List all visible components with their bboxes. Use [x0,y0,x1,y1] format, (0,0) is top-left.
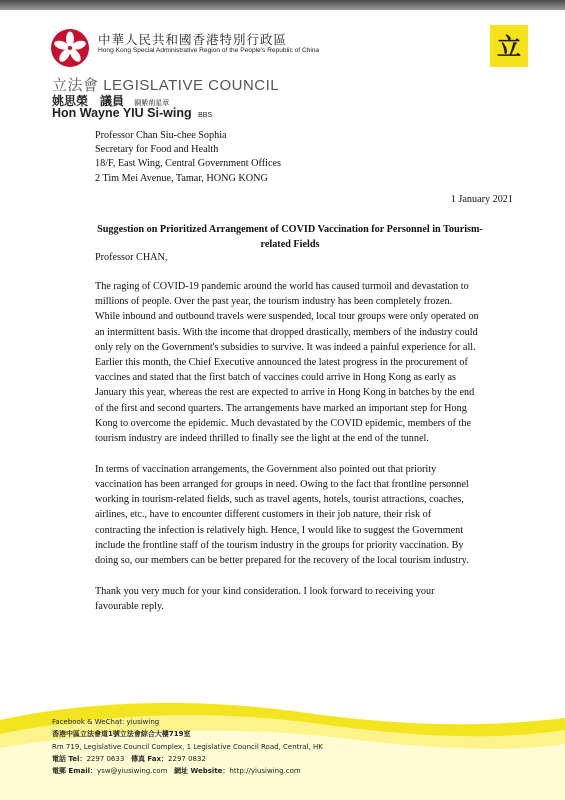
council-name-chinese: 立法會 [52,77,99,94]
government-name-english: Hong Kong Special Administrative Region of the People's Republic of China [98,47,320,54]
member-name-english: Hon Wayne YIU Si-wing [52,106,192,120]
member-honour: BBS [198,112,213,119]
recipient-name: Professor Chan Siu-chee Sophia [95,130,227,141]
contact-footer [52,716,323,777]
footer-address-chinese: 香港中區立法會道1號立法會綜合大樓719室 [52,730,191,739]
recipient-address-line1: 18/F, East Wing, Central Government Offices [95,158,281,170]
footer-tel: 2297 0633 [86,754,125,763]
letter-date: 1 January 2021 [450,194,513,205]
footer-website-link[interactable]: http://yiusiwing.com [229,767,301,776]
salutation: Professor CHAN, [95,252,168,263]
body-paragraph-3: Thank you very much for your kind consideration. I look forward to receiving your favourable reply. [95,585,435,612]
letter-body [95,279,479,630]
footer-social: Facebook & WeChat: yiusiwing [52,718,160,726]
footer-phone-line [52,753,323,765]
footer-tel-label: 電話 Tel： [52,754,87,763]
member-name-chinese: 姚思榮 議員 [52,94,125,108]
hksar-emblem-icon [50,28,90,68]
footer-email-line [52,765,323,777]
footer-fax: 2297 0832 [168,754,206,763]
footer-email-link[interactable]: ysw@yiusiwing.com [97,767,168,776]
body-paragraph-2: In terms of vaccination arrangements, the Government also pointed out that priority vaccination has been arranged for groups in need. Owing to the fact that frontline personnel working in tourism-related fields, such as travel agents, hotels, tourist attractions, coaches, airlines, etc., have to encounter different customers in their job nature, their risk of contracting the infection is relatively high. Hence, I would like to suggest the Government include the frontline staff of the tourism industry in the groups for priority vaccination. By doing so, our members can be better prepared for the recovery of the local tourism industry. [95,463,469,566]
footer-fax-label: 傳真 Fax： [130,754,169,763]
council-name-english: LEGISLATIVE COUNCIL [103,77,280,94]
recipient-address [95,129,281,186]
footer-address-english: Rm 719, Legislative Council Complex, 1 Legislative Council Road, Central, HK [52,742,323,751]
letter-subject: Suggestion on Prioritized Arrangement of COVID Vaccination for Personnel in Tourism-related Fields [97,224,483,250]
government-name-chinese: 中華人民共和國香港特別行政區 [98,32,288,47]
recipient-address-line2: 2 Tim Mei Avenue, Tamar, HONG KONG [95,172,268,184]
member-title-chinese: 銅紫荊星章 [134,99,170,107]
footer-email-label: 電郵 Email： [52,767,98,776]
legco-logo-icon [490,25,528,67]
legco-logo-glyph: 立 [497,33,521,61]
body-paragraph-1: The raging of COVID-19 pandemic around the world has caused turmoil and devastation to millions of people. Over the past year, the tourism industry has been completely frozen. While inbound and outbound travels were suspended, local tour groups were only operated on an intermittent basis. With the income that dropped drastically, members of the industry could only rely on the Government's subsidies to survive. It was indeed a painful experience for all. Earlier this month, the Chief Executive announced the latest progress in the procurement of vaccines and stated that the first batch of vaccines could arrive in Hong Kong as early as January this year, whereas the rest are expected to arrive in Hong Kong in batches by the end of the first and second quarters. The arrangements have marked an important step for Hong Kong to overcome the epidemic. Much devastated by the COVID epidemic, members of the tourism industry are indeed thrilled to finally see the light at the end of the tunnel. [95,281,479,445]
recipient-title: Secretary for Food and Health [95,144,219,156]
top-border-bar [0,0,565,10]
member-english-line [52,106,212,120]
footer-web-label: 網址 Website： [174,767,230,776]
